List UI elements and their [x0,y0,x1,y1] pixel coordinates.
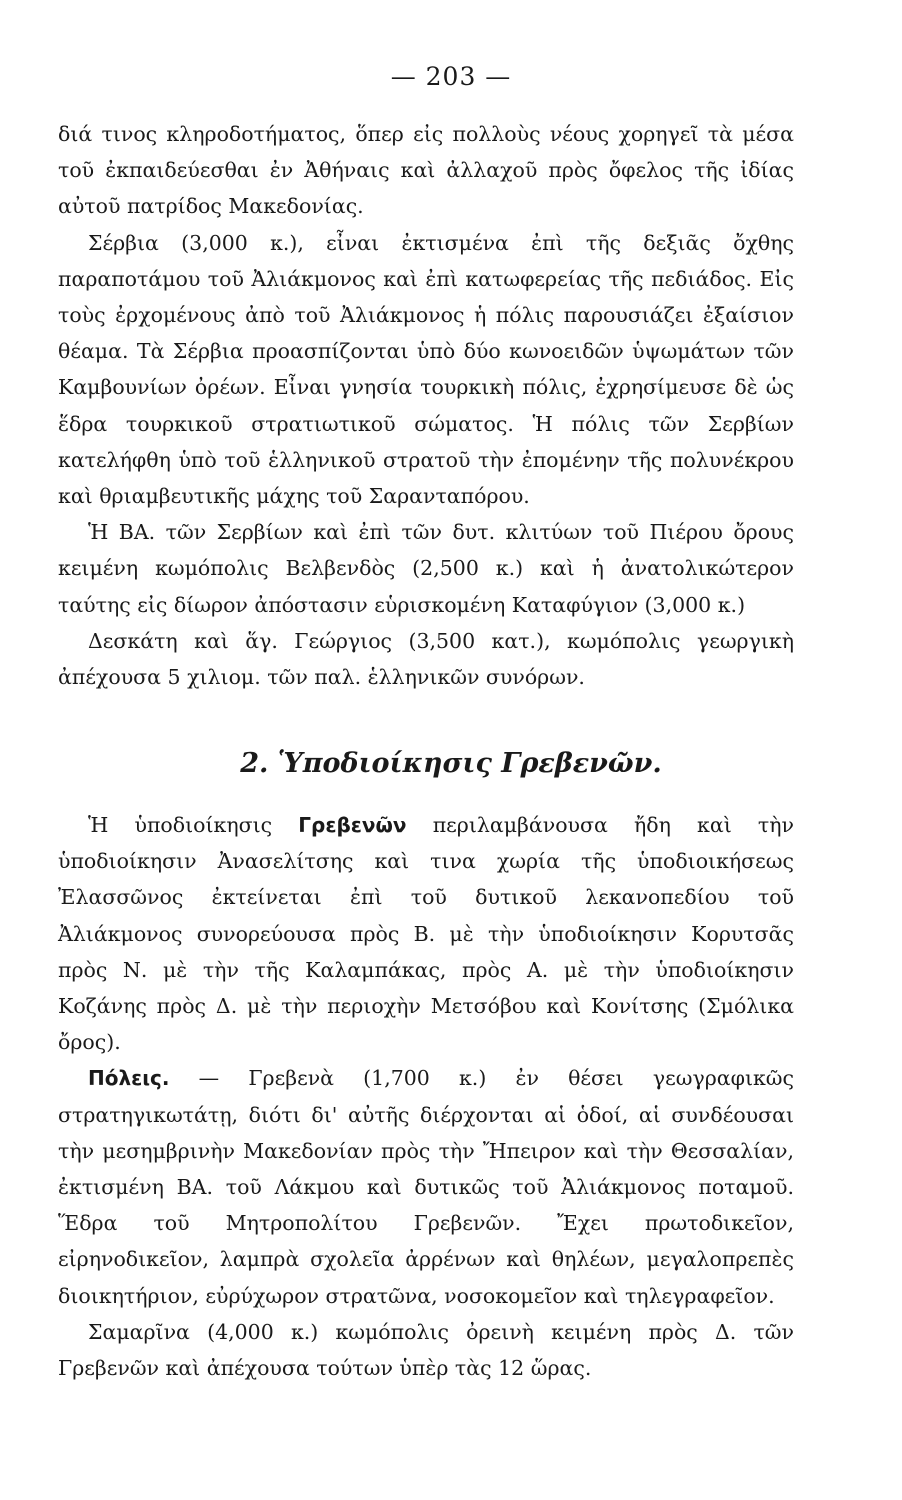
cities-rest: — Γρεβενὰ (1,700 κ.) ἐν θέσει γεωγραφικῶς στρατηγικωτάτῃ, διότι δι' αὐτῆς διέρχονται αἱ ὁδοί, αἱ συνδέουσαι τὴν μεσημβρινὴν Μακεδονίαν πρὸς τὴν Ἤπειρον καὶ τὴν Θεσσαλίαν, ἐκτισμένη ΒΑ. τοῦ Λάκμου καὶ δυτικῶς τοῦ Ἀλιάκμονος ποταμοῦ. Ἕδρα τοῦ Μητροπολίτου Γρεβενῶν. Ἔχει πρωτοδικεῖον, εἰρηνοδικεῖον, λαμπρὰ σχολεῖα ἀρρένων καὶ θηλέων, μεγαλοπρεπὲς διοικητήριον, εὐρύχωρον στρατῶνα, νοσοκομεῖον καὶ τηλεγραφεῖον. [58,1066,794,1308]
paragraph-servia: Σέρβια (3,000 κ.), εἶναι ἐκτισμένα ἐπὶ τῆς δεξιᾶς ὄχθης παραποτάμου τοῦ Ἀλιάκμονος καὶ ἐπὶ κατωφερείας τῆς πεδιάδος. Εἰς τοὺς ἐρχομένους ἀπὸ τοῦ Ἀλιάκμονος ἡ πόλις παρουσιάζει ἐξαίσιον θέαμα. Τὰ Σέρβια προασπίζονται ὑπὸ δύο κωνοειδῶν ὑψωμάτων τῶν Καμβουνίων ὀρέων. Εἶναι γνησία τουρκικὴ πόλις, ἐχρησίμευσε δὲ ὡς ἕδρα τουρκικοῦ στρατιωτικοῦ σώματος. Ἡ πόλις τῶν Σερβίων κατελήφθη ὑπὸ τοῦ ἑλληνικοῦ στρατοῦ τὴν ἐπομένην τῆς πολυνέκρου καὶ θριαμβευτικῆς μάχης τοῦ Σαρανταπόρου. [58,230,794,509]
subdistrict-lead: Ἡ ὑποδιοίκησις [88,813,299,837]
text-block-grevena [58,807,794,1386]
page-number: — 203 — [390,62,512,91]
paragraph-subdistrict [58,807,794,1060]
text-block-top [58,116,794,695]
paragraph-samarina: Σαμαρῖνα (4,000 κ.) κωμόπολις ὀρεινὴ κειμένη πρὸς Δ. τῶν Γρεβενῶν καὶ ἀπέχουσα τούτων ὑπὲρ τὰς 12 ὥρας. [58,1319,794,1381]
paragraph-deskati: Δεσκάτη καὶ ἅγ. Γεώργιος (3,500 κατ.), κωμόπολις γεωργικὴ ἀπέχουσα 5 χιλιομ. τῶν παλ. ἑλληνικῶν συνόρων. [58,628,794,690]
subdistrict-rest: περιλαμβάνουσα ἤδη καὶ τὴν ὑποδιοίκησιν Ἀνασελίτσης καὶ τινα χωρία τῆς ὑποδιοικήσεως Ἐλασσῶνος ἐκτείνεται ἐπὶ τοῦ δυτικοῦ λεκανοπεδίου τοῦ Ἀλιάκμονος συνορεύουσα πρὸς Β. μὲ τὴν ὑποδιοίκησιν Κορυτσᾶς πρὸς Ν. μὲ τὴν τῆς Καλαμπάκας, πρὸς Α. μὲ τὴν ὑποδιοίκησιν Κοζάνης πρὸς Δ. μὲ τὴν περιοχὴν Μετσόβου καὶ Κονίτσης (Σμόλικα ὄρος). [58,813,794,1055]
paragraph-cities [58,1060,794,1313]
cities-bold: Πόλεις. [88,1066,170,1091]
grevena-bold: Γρεβενῶν [298,813,407,837]
section-heading: 2. Ὑποδιοίκησις Γρεβενῶν. [240,748,662,779]
paragraph-velvendos: Ἡ ΒΑ. τῶν Σερβίων καὶ ἐπὶ τῶν δυτ. κλιτύων τοῦ Πιέρου ὄρους κειμένη κωμόπολις Βελβενδὸς (2,500 κ.) καὶ ἡ ἀνατολικώτερον ταύτης εἰς δίωρον ἀπόστασιν εὑρισκομένη Καταφύγιον (3,000 κ.) [58,520,794,617]
paragraph-bequest: διά τινος κληροδοτήματος, ὅπερ εἰς πολλοὺς νέους χορηγεῖ τὰ μέσα τοῦ ἐκπαιδεύεσθαι ἐν Ἀθήναις καὶ ἀλλαχοῦ πρὸς ὄφελος τῆς ἰδίας αὐτοῦ πατρίδος Μακεδονίας. [58,122,794,219]
